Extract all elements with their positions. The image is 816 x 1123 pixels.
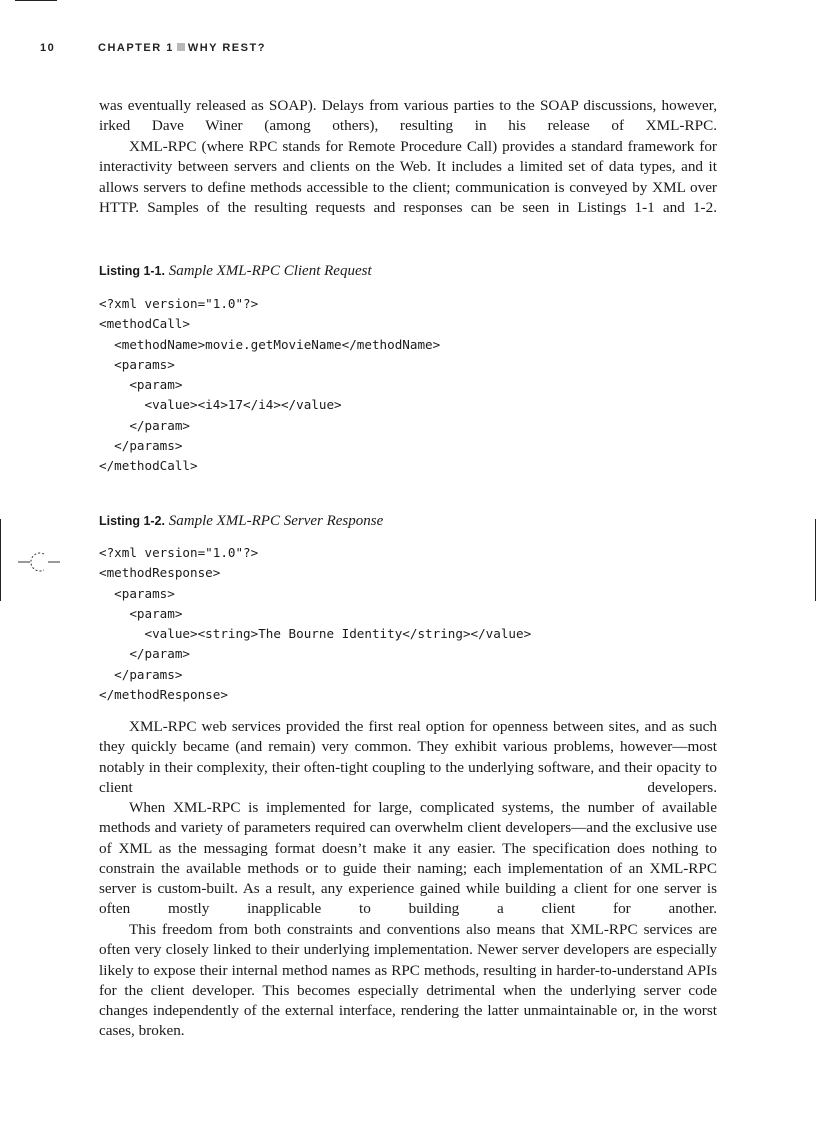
listing-1-caption: [99, 263, 372, 280]
paragraph-complexity: When XML-RPC is implemented for large, complicated systems, the number of available methods and variety of parameters required can overwhelm client developers—and the exclusive use of XML as the messaging format doesn’t make it any easier. The specification does nothing to constrain the available methods or to guide their naming; each implementation of an XML-RPC server is custom-built. As a result, any experience gained while building a client for one server is often mostly inapplicable to building a client for another.: [99, 799, 717, 918]
separator-square-icon: [177, 43, 185, 51]
page-number: 10: [40, 42, 56, 54]
registration-mark-icon: [18, 548, 62, 576]
listing-1-code: <?xml version="1.0"?> <methodCall> <methodName>movie.getMovieName</methodName> <params> <param> <value><i4>17</i4></value> </param> </params> </methodCall>: [99, 296, 441, 474]
chapter-title: WHY REST?: [187, 42, 266, 54]
paragraph-coupling: This freedom from both constraints and conventions also means that XML-RPC services are often very closely linked to their underlying implementation. Newer server developers are especially likely to expose their internal method names as RPC methods, resulting in harder-to-understand APIs for the client developer. This becomes especially detrimental when the underlying server code changes independently of the external interface, rendering the latter unmaintainable or, in the worst cases, broken.: [99, 921, 717, 1040]
top-rule: [15, 0, 57, 1]
chapter-label: CHAPTER 1: [98, 42, 174, 54]
left-crop-mark: [0, 519, 1, 601]
listing-2-title: Sample XML-RPC Server Response: [168, 513, 384, 529]
listing-1-title: Sample XML-RPC Client Request: [168, 263, 372, 279]
listing-2-caption: [99, 513, 383, 530]
listing-2-label: Listing 1-2.: [99, 514, 165, 528]
listing-1-label: Listing 1-1.: [99, 264, 165, 278]
chapter-heading: [98, 42, 266, 54]
paragraph-openness: XML-RPC web services provided the first real option for openness between sites, and as such they quickly became (and remain) very common. They exhibit various problems, however—most notably in their complexity, their often-tight coupling to the underlying software, and their opacity to client developers.: [99, 718, 717, 796]
listing-2-code: <?xml version="1.0"?> <methodResponse> <params> <param> <value><string>The Bourne Identity</string></value> </param> </params> </methodResponse>: [99, 545, 532, 703]
paragraph-xmlrpc-intro: XML-RPC (where RPC stands for Remote Procedure Call) provides a standard framework for interactivity between servers and clients on the Web. It includes a limited set of data types, and it allows servers to define methods accessible to the client; communication is conveyed by XML over HTTP. Samples of the resulting requests and responses can be seen in Listings 1-1 and 1-2.: [99, 138, 717, 216]
paragraph-continued: was eventually released as SOAP). Delays from various parties to the SOAP discussions, however, irked Dave Winer (among others), resulting in his release of XML-RPC.: [99, 97, 717, 135]
